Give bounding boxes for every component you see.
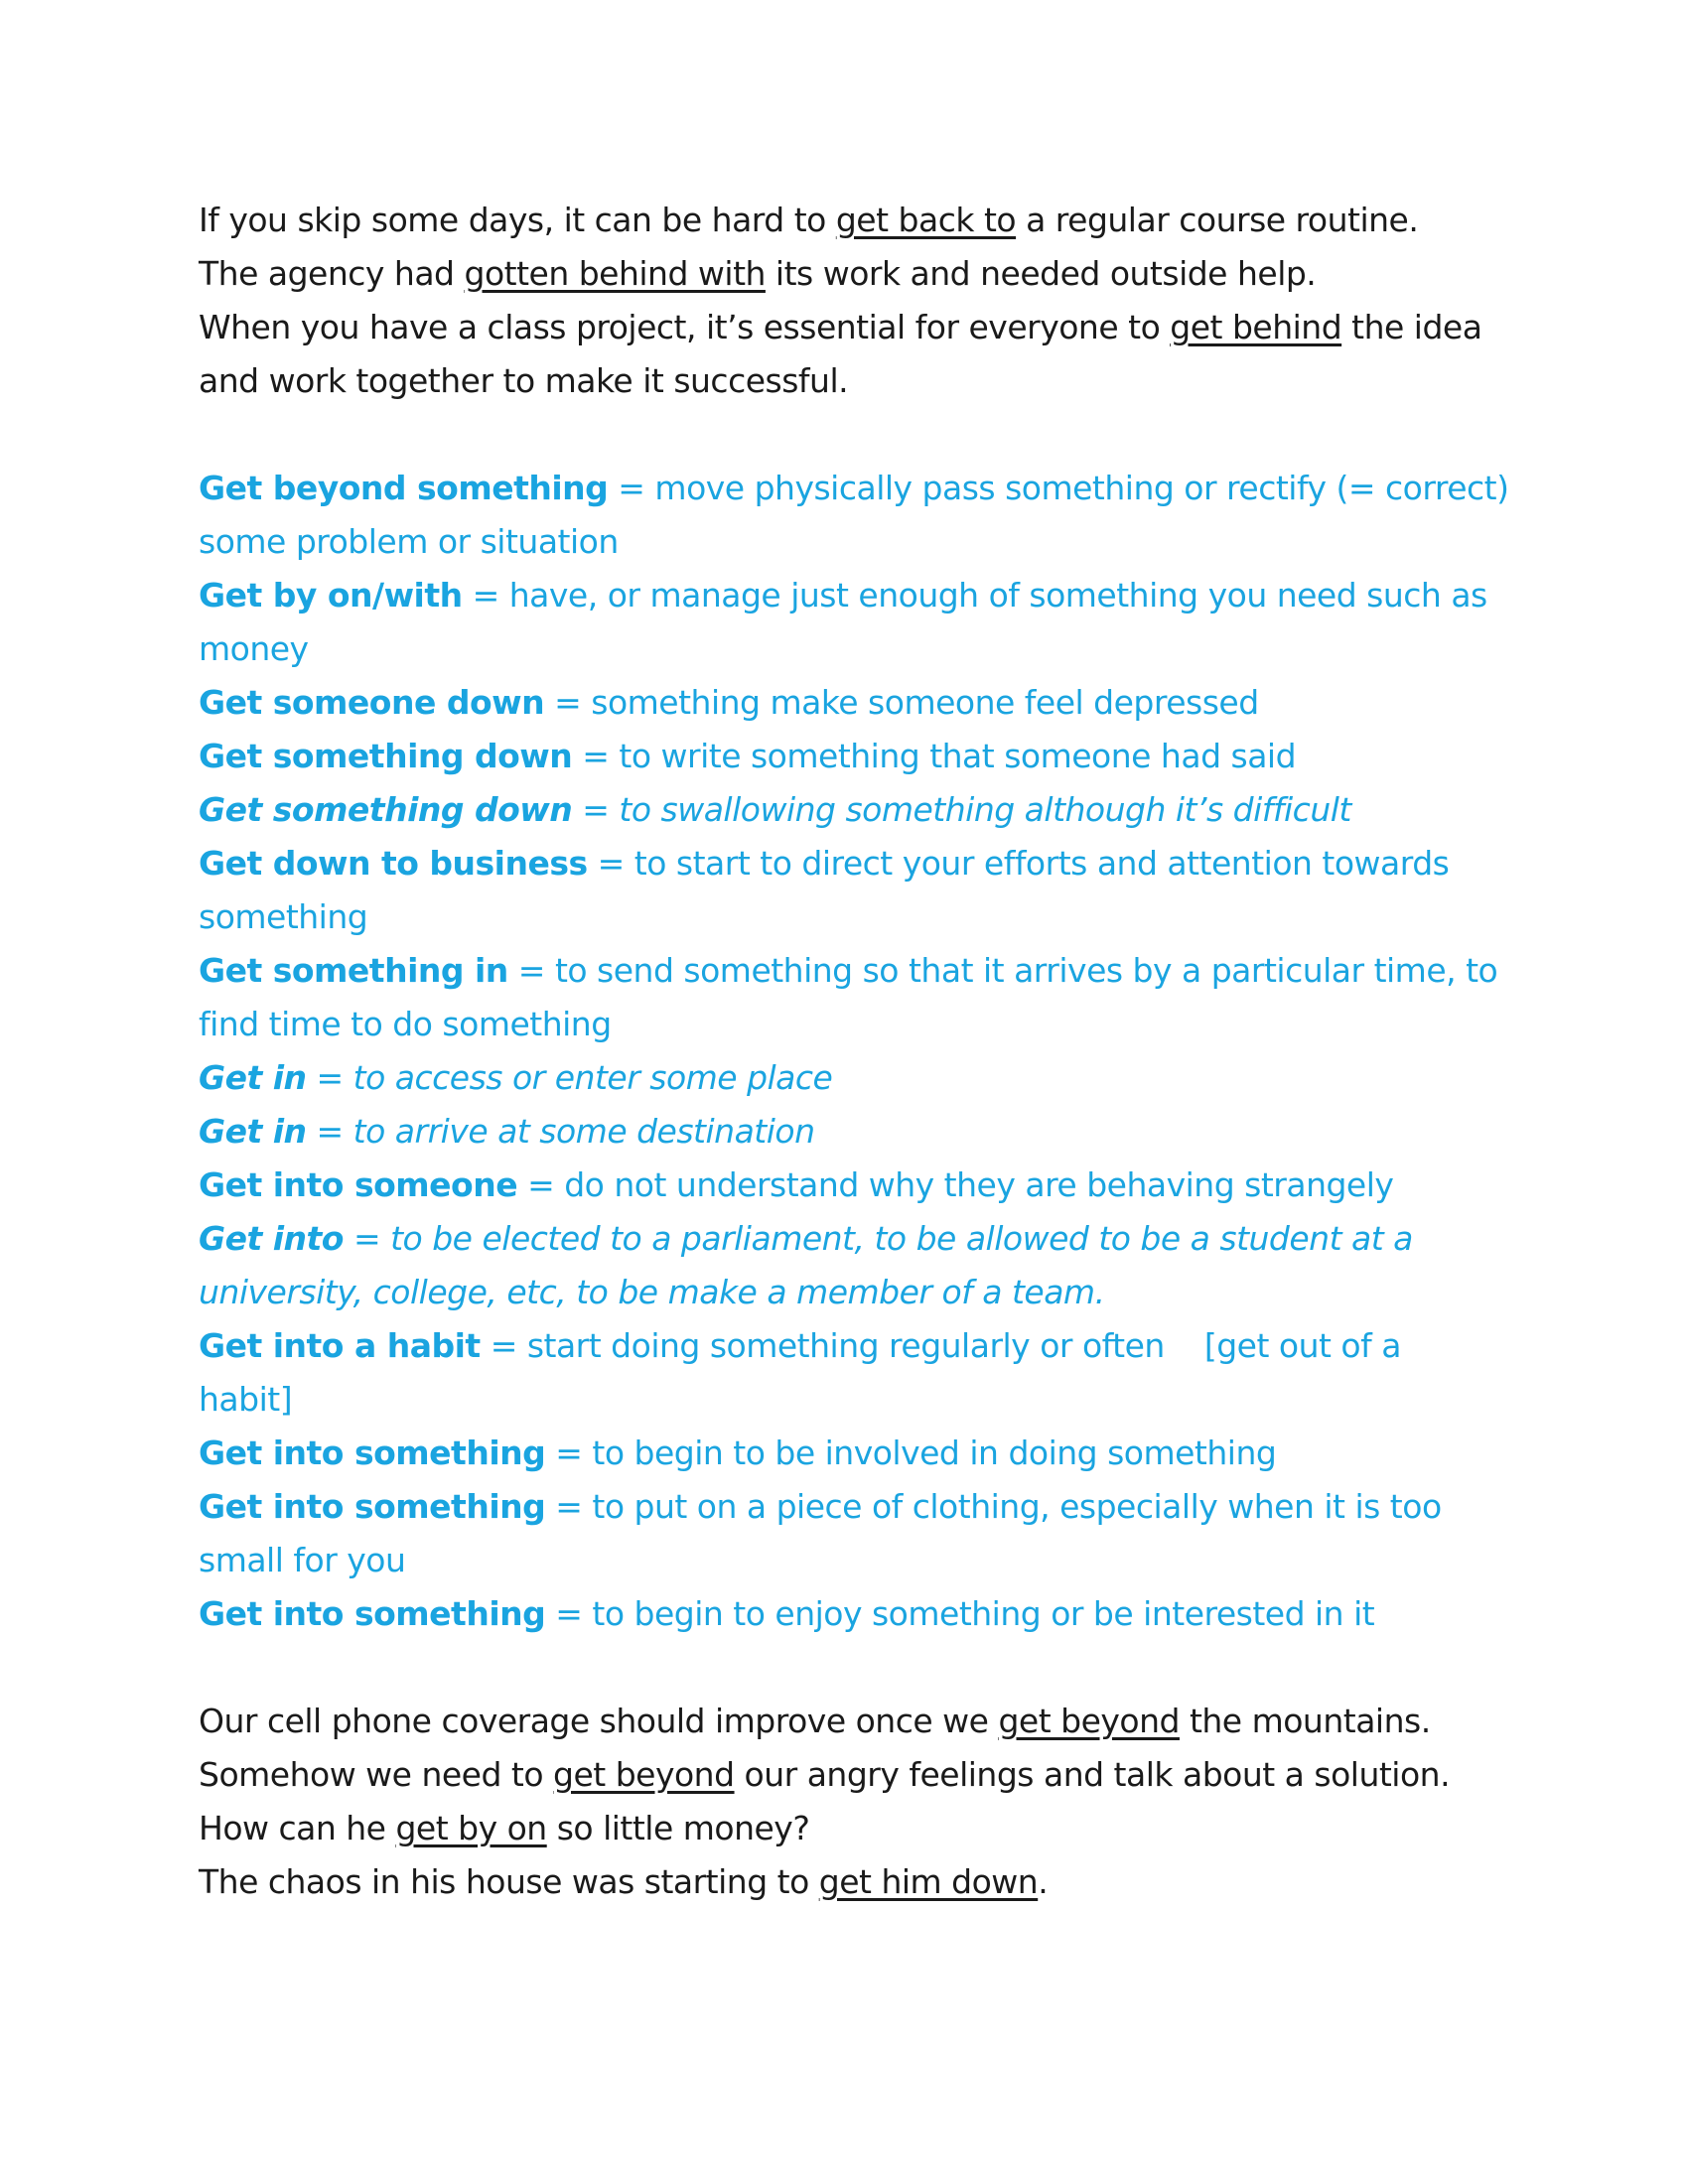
example-phrase: get beyond	[553, 1755, 735, 1794]
example-text: the mountains.	[1179, 1702, 1431, 1740]
document-page	[199, 194, 1519, 1909]
example-phrase: get by on	[395, 1809, 547, 1847]
definition-term: Get someone down	[199, 683, 545, 722]
definition-term: Get down to business	[199, 844, 588, 883]
definition-line	[199, 676, 1519, 730]
definition-term: Get into	[199, 1219, 344, 1258]
definition-continuation	[199, 998, 1519, 1051]
definition-continuation	[199, 622, 1519, 676]
definition-line	[199, 783, 1519, 837]
definition-text: = to start to direct your efforts and attention towards	[587, 844, 1450, 883]
definition-continuation	[199, 1534, 1519, 1587]
definition-term: Get something down	[199, 790, 573, 829]
definition-line	[199, 569, 1519, 622]
example-line	[199, 1855, 1519, 1909]
example-text: the idea	[1341, 308, 1482, 346]
example-phrase: get beyond	[998, 1702, 1180, 1740]
example-phrase: get him down	[818, 1862, 1039, 1901]
definition-line	[199, 1105, 1519, 1159]
example-line	[199, 1695, 1519, 1748]
example-text: If you skip some days, it can be hard to	[199, 201, 836, 239]
example-line	[199, 194, 1519, 247]
definition-line	[199, 1587, 1519, 1641]
definition-text: = something make someone feel depressed	[544, 683, 1259, 722]
example-text: our angry feelings and talk about a solution.	[734, 1755, 1451, 1794]
definition-continuation	[199, 1266, 1519, 1319]
definition-line	[199, 944, 1519, 998]
example-text: so little money?	[546, 1809, 810, 1847]
example-text: When you have a class project, it’s essential for everyone to	[199, 308, 1171, 346]
example-text: and work together to make it successful.	[199, 361, 849, 400]
definition-line	[199, 1427, 1519, 1480]
definition-text: = to swallowing something although it’s difficult	[572, 790, 1351, 829]
spacer	[199, 408, 1519, 462]
example-line	[199, 247, 1519, 301]
definition-term: Get into a habit	[199, 1326, 481, 1365]
definition-line	[199, 1319, 1519, 1373]
example-text: its work and needed outside help.	[765, 254, 1317, 293]
example-line	[199, 301, 1519, 354]
definition-text: small for you	[199, 1541, 406, 1579]
definition-line	[199, 1212, 1519, 1266]
example-phrase: get behind	[1170, 308, 1342, 346]
definition-term: Get into something	[199, 1433, 546, 1472]
example-line	[199, 1748, 1519, 1802]
definition-text: = to send something so that it arrives by a particular time, to	[507, 951, 1498, 990]
definition-term: Get by on/with	[199, 576, 463, 614]
definition-text: = to write something that someone had said	[572, 737, 1297, 775]
definition-line	[199, 1051, 1519, 1105]
definition-text: university, college, etc, to be make a member of a team.	[199, 1273, 1105, 1311]
definition-text: = to arrive at some destination	[306, 1112, 815, 1151]
definition-line	[199, 1480, 1519, 1534]
definition-note: habit]	[199, 1380, 293, 1419]
definition-text: find time to do something	[199, 1005, 612, 1043]
example-text: a regular course routine.	[1016, 201, 1419, 239]
definition-text: = have, or manage just enough of something you need such as	[462, 576, 1487, 614]
example-text: Our cell phone coverage should improve once we	[199, 1702, 999, 1740]
example-phrase: get back to	[835, 201, 1017, 239]
definition-line	[199, 730, 1519, 783]
definition-term: Get into something	[199, 1594, 546, 1633]
definition-continuation	[199, 890, 1519, 944]
spacer	[199, 1641, 1519, 1695]
definition-text: some problem or situation	[199, 522, 619, 561]
definition-line	[199, 462, 1519, 515]
definition-text: = to be elected to a parliament, to be allowed to be a student at a	[343, 1219, 1413, 1258]
definition-term: Get something down	[199, 737, 573, 775]
definition-text: = to put on a piece of clothing, especially when it is too	[545, 1487, 1442, 1526]
definition-text: = to access or enter some place	[306, 1058, 833, 1097]
definition-continuation	[199, 515, 1519, 569]
example-line	[199, 1802, 1519, 1855]
example-text: .	[1038, 1862, 1049, 1901]
definition-text: something	[199, 897, 368, 936]
definition-line	[199, 837, 1519, 890]
definition-term: Get into something	[199, 1487, 546, 1526]
example-text: How can he	[199, 1809, 396, 1847]
definition-text: = to begin to enjoy something or be interested in it	[545, 1594, 1375, 1633]
definition-text: = move physically pass something or rectify (= correct)	[608, 469, 1509, 507]
definition-term: Get something in	[199, 951, 508, 990]
definition-continuation	[199, 1373, 1519, 1427]
definition-term: Get beyond something	[199, 469, 609, 507]
definition-text: money	[199, 629, 309, 668]
definition-note: [get out of a	[1203, 1326, 1401, 1365]
definition-text: = do not understand why they are behaving strangely	[517, 1165, 1394, 1204]
definition-term: Get into someone	[199, 1165, 518, 1204]
example-text: Somehow we need to	[199, 1755, 554, 1794]
example-line	[199, 354, 1519, 408]
definition-term: Get in	[199, 1058, 307, 1097]
definition-line	[199, 1159, 1519, 1212]
example-text: The chaos in his house was starting to	[199, 1862, 819, 1901]
example-phrase: gotten behind with	[464, 254, 766, 293]
definition-text: = start doing something regularly or often	[480, 1326, 1165, 1365]
definition-term: Get in	[199, 1112, 307, 1151]
example-text: The agency had	[199, 254, 465, 293]
definition-text: = to begin to be involved in doing something	[545, 1433, 1277, 1472]
